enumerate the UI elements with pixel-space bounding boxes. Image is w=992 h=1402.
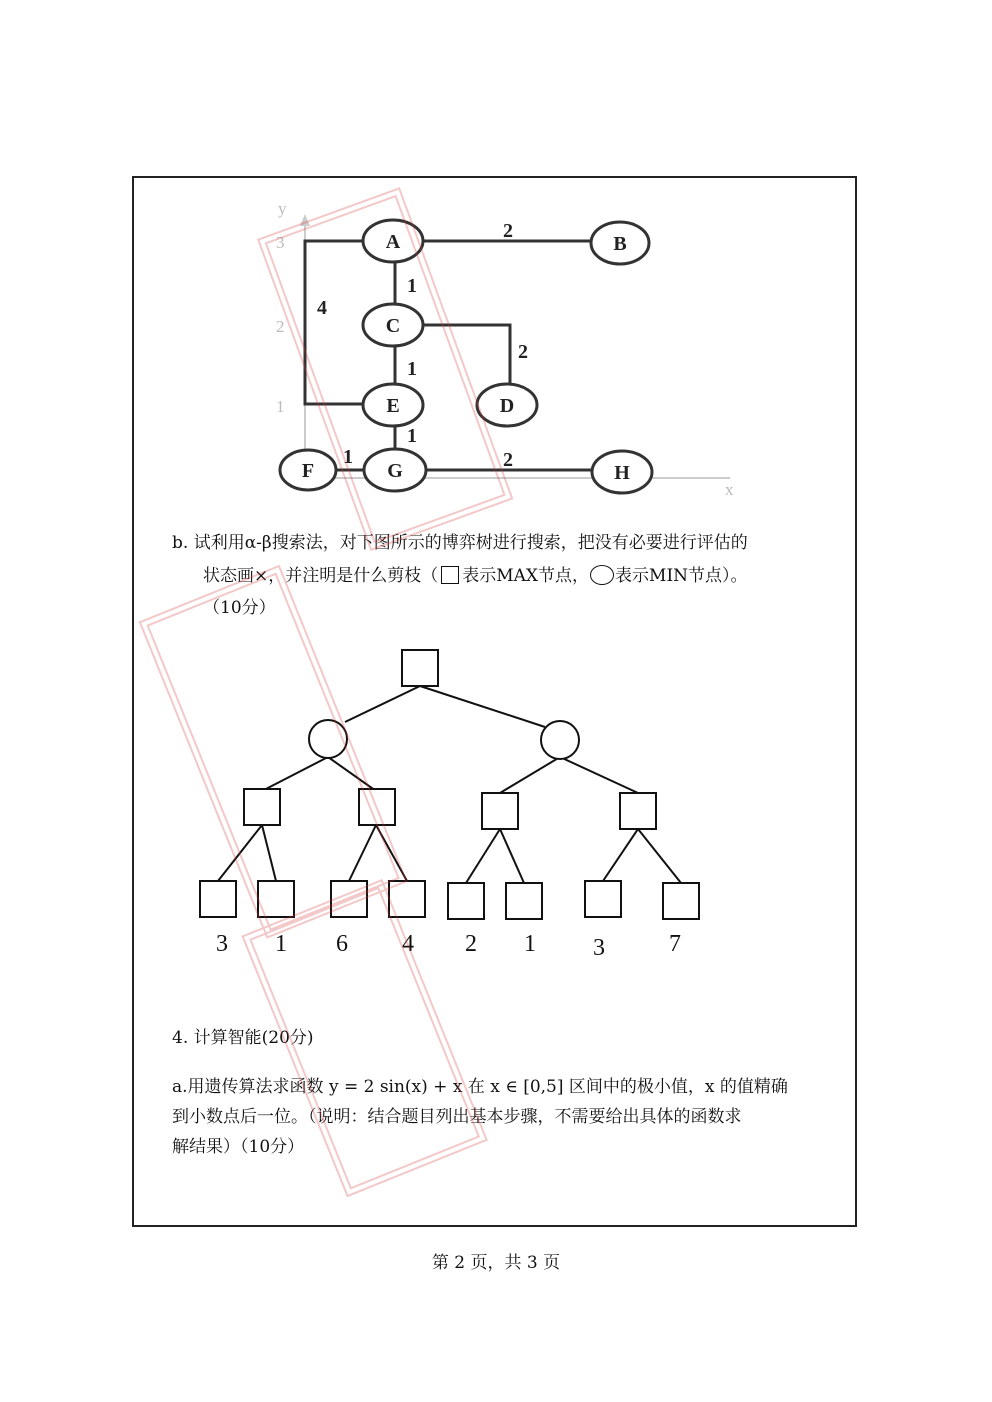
x-axis-label: x: [725, 480, 734, 499]
weight-a-c: 1: [407, 275, 417, 297]
question-4a-line3: 解结果）（10分）: [172, 1137, 305, 1157]
weight-g-h: 2: [503, 449, 513, 471]
leaf-node-6: [506, 883, 542, 919]
max-node-2: [359, 789, 395, 825]
leaf-node-2: [258, 881, 294, 917]
weight-c-e: 1: [407, 358, 417, 380]
leaf-value-8: 7: [669, 931, 681, 957]
leaf-value-4: 4: [402, 931, 414, 957]
leaf-node-5: [448, 883, 484, 919]
max-node-3: [482, 793, 518, 829]
y-tick-3: 3: [276, 233, 285, 252]
weight-f-g: 1: [343, 446, 353, 468]
question-b-score: （10分）: [203, 598, 276, 618]
node-c-label: C: [385, 315, 401, 337]
question-b-line2-b: 表示MAX节点，: [462, 566, 590, 586]
leaf-node-3: [331, 881, 367, 917]
question-4a-line2: 到小数点后一位。（说明：结合题目列出基本步骤，不需要给出具体的函数求: [172, 1107, 742, 1127]
max-node-1: [244, 789, 280, 825]
min-node-right: [541, 721, 579, 759]
node-b-label: B: [613, 233, 627, 255]
max-node-4: [620, 793, 656, 829]
leaf-value-2: 1: [275, 931, 287, 957]
node-e-label: E: [386, 395, 400, 417]
page-number: 第 2 页，共 3 页: [431, 1253, 561, 1273]
weight-a-e: 4: [317, 297, 327, 319]
question-4a-line1: a.用遗传算法求函数 y = 2 sin(x) + x 在 x ∈ [0,5] 区间中的极小值，x 的值精确: [172, 1077, 788, 1097]
section-4-title: 4. 计算智能(20分): [172, 1028, 314, 1048]
leaf-value-1: 3: [216, 931, 228, 957]
y-tick-1: 1: [276, 397, 285, 416]
weight-a-b: 2: [503, 220, 513, 242]
leaf-value-3: 6: [336, 931, 348, 957]
leaf-value-6: 1: [524, 931, 536, 957]
question-b-line2-a: 状态画×，并注明是什么剪枝（: [203, 566, 439, 586]
y-tick-2: 2: [276, 317, 285, 336]
y-axis-label: y: [278, 199, 287, 218]
node-g-label: G: [387, 460, 403, 482]
node-d-label: D: [499, 395, 515, 417]
leaf-node-1: [200, 881, 236, 917]
node-h-label: H: [614, 462, 630, 484]
leaf-node-7: [585, 881, 621, 917]
leaf-value-5: 2: [465, 931, 477, 957]
leaf-value-7: 3: [593, 935, 605, 961]
question-b-line2-c: 表示MIN节点）。: [615, 566, 748, 586]
min-node-left: [309, 720, 347, 758]
root-max-node: [402, 650, 438, 686]
node-f-label: F: [301, 460, 315, 482]
leaf-node-8: [663, 883, 699, 919]
weight-c-d: 2: [518, 341, 528, 363]
question-b-line1: b. 试利用α-β搜索法，对下图所示的博弈树进行搜索，把没有必要进行评估的: [172, 533, 748, 553]
node-a-label: A: [385, 231, 401, 253]
leaf-node-4: [389, 881, 425, 917]
weight-e-g: 1: [407, 425, 417, 447]
tree-edges: [218, 686, 681, 883]
